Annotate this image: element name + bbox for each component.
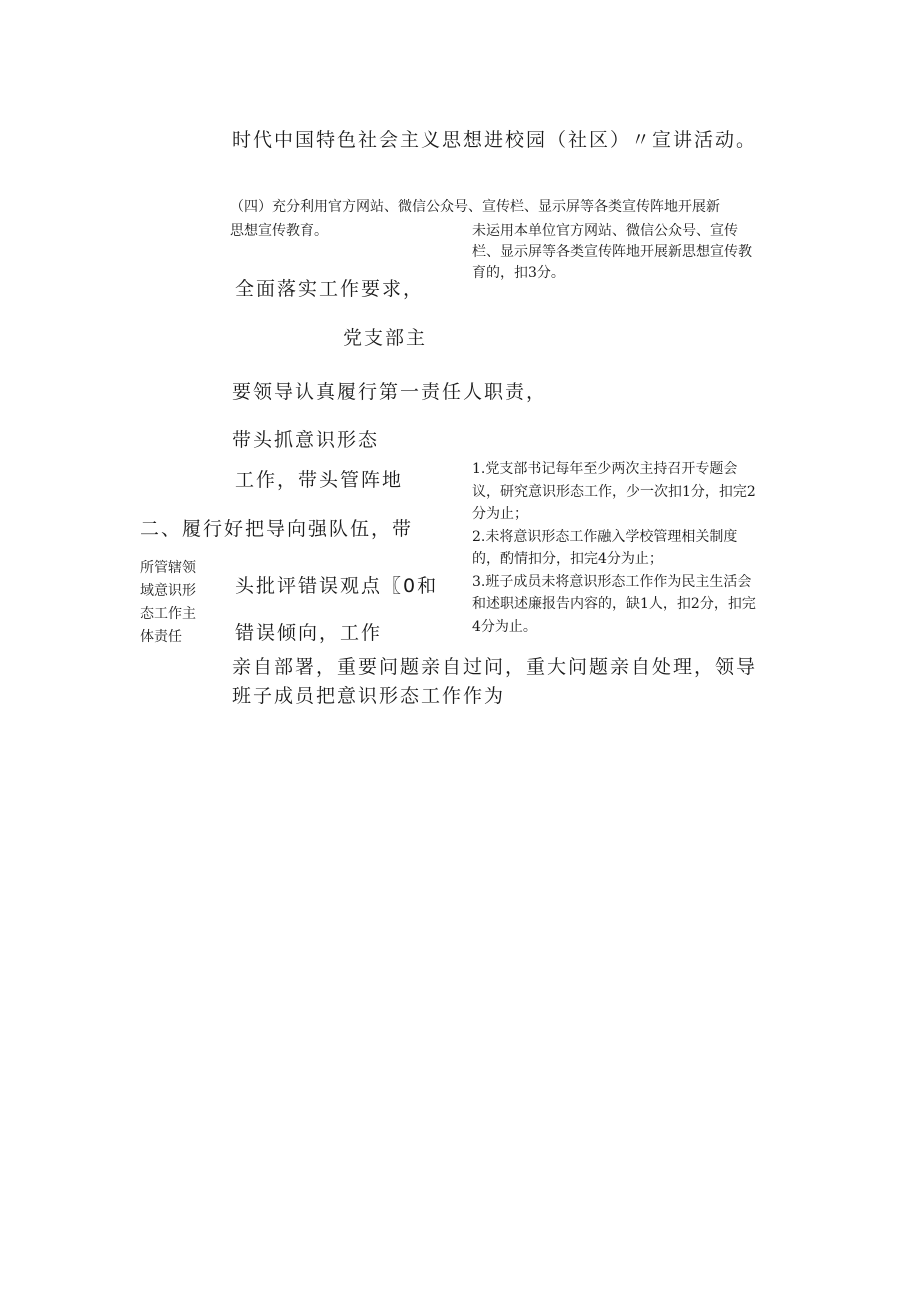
item4-scoring-line: 未运用本单位官方网站、微信公众号、宣传 <box>472 223 738 239</box>
criticize-text: 头批评错误观点〖0和 <box>235 575 439 597</box>
lead-position-text: 工作，带头管阵地 <box>235 469 404 491</box>
scoring-rules <box>472 458 756 638</box>
lead-ideology-text: 带头抓意识形态 <box>232 429 380 451</box>
deploy-text: 亲自部署，重要问题亲自过问，重大问题亲自处理，领导 <box>232 656 758 678</box>
scoring-rule-line: 的，酌情扣分，扣完4分为止； <box>472 551 663 567</box>
scoring-rule-line: 4分为止。 <box>472 618 537 635</box>
item4-scoring-line: 育的，扣3分。 <box>472 265 565 281</box>
scoring-rule-line: 议，研究意识形态工作，少一次扣1分，扣完2 <box>472 483 756 500</box>
item4-line2: 思想宣传教育。 <box>230 223 328 239</box>
scoring-rule-line: 和述职述廉报告内容的，缺1人，扣2分，扣完 <box>472 596 756 612</box>
leader-duty-text: 要领导认真履行第一责任人职责， <box>232 381 548 403</box>
requirement-text: 全面落实工作要求， <box>235 278 425 300</box>
item4-line1: （四）充分利用官方网站、微信公众号、宣传栏、显示屏等各类宣传阵地开展新 <box>230 199 720 215</box>
scoring-rule-line: 2.未将意识形态工作融入学校管理相关制度 <box>472 528 738 545</box>
item4-scoring <box>472 221 752 284</box>
left-label-line: 态工作主 <box>140 606 196 622</box>
left-label-line: 体责任 <box>140 629 182 645</box>
wrong-tendency-text: 错误倾向，工作 <box>235 622 383 644</box>
scoring-rule-line: 分为止； <box>472 506 528 522</box>
scoring-rule-line: 3.班子成员未将意识形态工作作为民主生活会 <box>472 573 752 590</box>
members-text: 班子成员把意识形态工作作为 <box>232 685 506 707</box>
section-heading: 二、履行好把导向强队伍，带 <box>140 518 414 540</box>
left-label-line: 所管辖领 <box>140 560 196 576</box>
intro-line: 时代中国特色社会主义思想进校园（社区）〃宣讲活动。 <box>232 129 758 151</box>
left-label-line: 域意识形 <box>140 583 196 599</box>
left-label <box>140 557 196 649</box>
item4-scoring-line: 栏、显示屏等各类宣传阵地开展新思想宣传教 <box>472 244 752 260</box>
scoring-rule-line: 1.党支部书记每年至少两次主持召开专题会 <box>472 461 738 477</box>
party-branch-text: 党支部主 <box>343 327 428 349</box>
